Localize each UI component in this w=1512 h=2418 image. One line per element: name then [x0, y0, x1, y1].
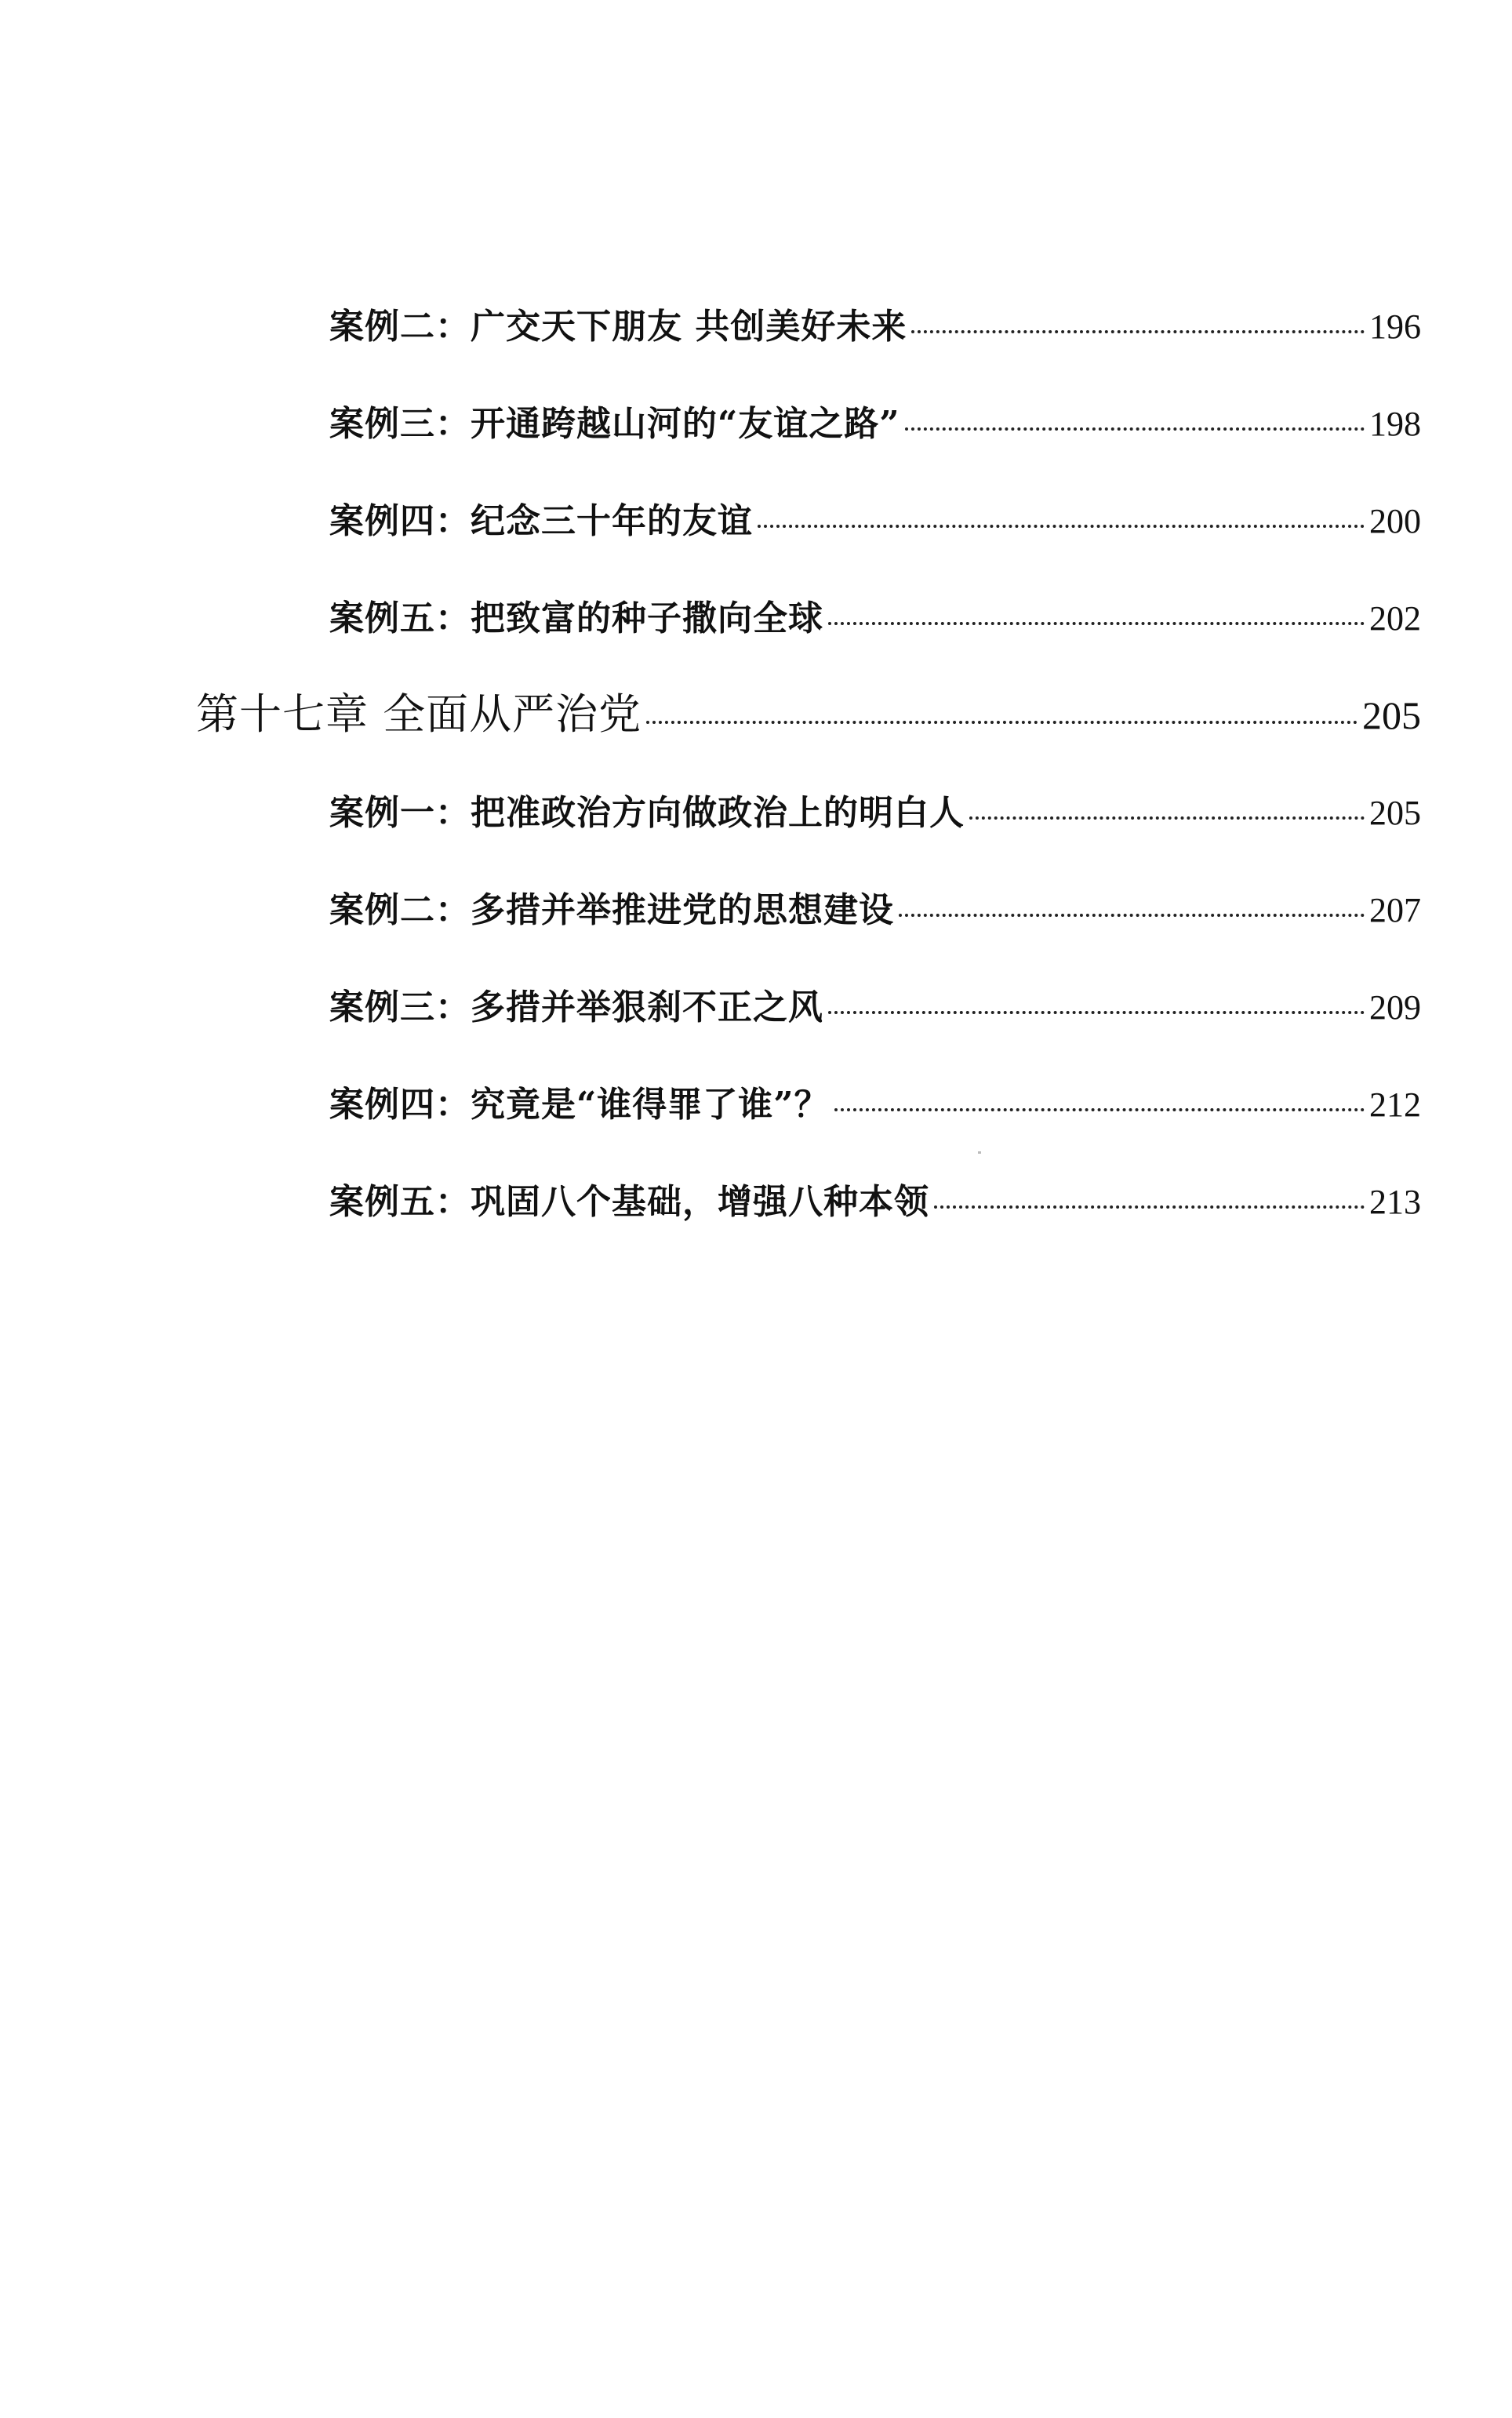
- dot-leader: [828, 1011, 1365, 1014]
- toc-entry-title: 案例三：多措并举狠刹不正之风: [329, 987, 823, 1027]
- dot-leader: [969, 816, 1365, 820]
- toc-entry-page-number: 196: [1369, 307, 1421, 346]
- toc-entry-title: 案例四：纪念三十年的友谊: [329, 501, 753, 541]
- toc-entry-case: [329, 590, 1421, 640]
- toc-entry-case: [329, 493, 1421, 543]
- toc-entry-title: 案例二：多措并举推进党的思想建设: [329, 890, 894, 930]
- toc-entry-title: 案例五：巩固八个基础，增强八种本领: [329, 1182, 929, 1222]
- toc-entry-page-number: 213: [1369, 1183, 1421, 1221]
- dot-leader: [646, 721, 1358, 724]
- toc-entry-title: 案例三：开通跨越山河的“友谊之路”: [329, 404, 900, 444]
- toc-entry-chapter: [196, 681, 1421, 741]
- toc-entry-case: [329, 784, 1421, 834]
- toc-entry-page-number: 198: [1369, 405, 1421, 443]
- toc-entry-case: [329, 395, 1421, 445]
- dot-leader: [758, 525, 1365, 528]
- toc-entry-case: [329, 298, 1421, 348]
- toc-entry-title: 案例二：广交天下朋友 共创美好未来: [329, 307, 907, 347]
- toc-entry-page-number: 205: [1362, 693, 1421, 737]
- toc-entry-page-number: 212: [1369, 1085, 1421, 1124]
- toc-entry-page-number: 202: [1369, 599, 1421, 638]
- toc-entry-title: 案例四：究竟是“谁得罪了谁”？: [329, 1085, 830, 1125]
- dot-leader: [828, 622, 1365, 625]
- toc-entry-page-number: 205: [1369, 794, 1421, 832]
- toc-entry-page-number: 207: [1369, 891, 1421, 929]
- dot-leader: [899, 914, 1365, 917]
- toc-entry-title: 案例一：把准政治方向做政治上的明白人: [329, 793, 965, 833]
- dot-leader: [905, 427, 1365, 431]
- dot-leader: [911, 330, 1365, 333]
- dot-leader: [834, 1108, 1365, 1111]
- toc-entry-page-number: 200: [1369, 502, 1421, 540]
- toc-chapter-title: 第十七章 全面从严治党: [196, 689, 642, 739]
- toc-entry-case: [329, 979, 1421, 1029]
- toc-entry-case: [329, 1173, 1421, 1224]
- toc-entry-title: 案例五：把致富的种子撒向全球: [329, 598, 823, 638]
- toc-entry-page-number: 209: [1369, 988, 1421, 1027]
- toc-entry-case: [329, 1076, 1421, 1126]
- scan-speck: [978, 1151, 981, 1154]
- dot-leader: [934, 1205, 1365, 1209]
- toc-entry-case: [329, 882, 1421, 932]
